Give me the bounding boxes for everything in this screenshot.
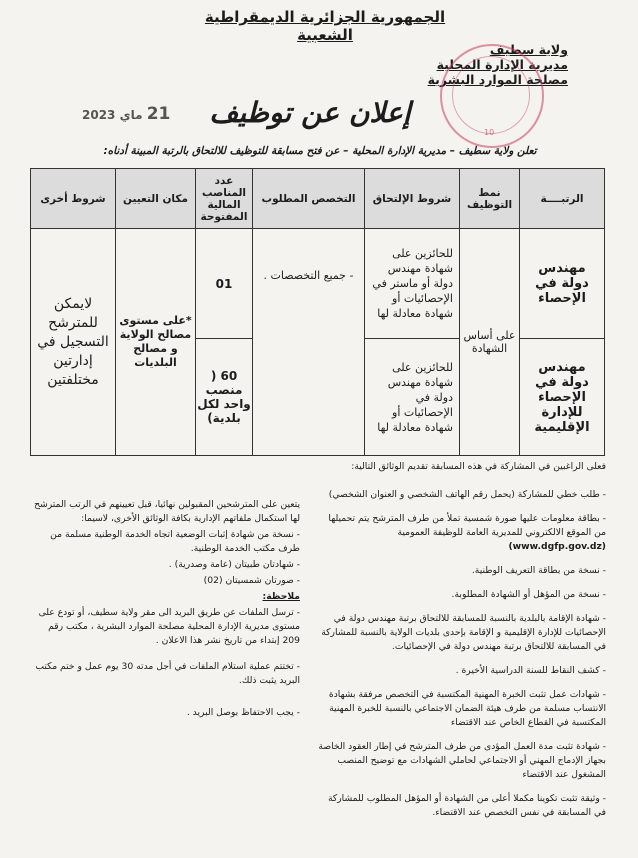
header-other: شروط أخرى (31, 169, 116, 229)
row2-conditions: للحائزين على شهادة مهندس دولة في الإحصائيات أو شهادة معادلة لها (365, 339, 460, 456)
notes-title: ملاحظة: (262, 591, 300, 602)
documents-lead: فعلى الراغبين في المشاركة في هذه المسابقة تقديم الوثائق التالية: (351, 461, 606, 472)
info-card-text: - بطاقة معلومات عليها صورة شمسية تملأ من طرف المترشح يتم تحميلها من الموقع الالكتروني للمديرية العامة للوظيفة العمومية (328, 513, 606, 538)
wilaya-label: ولاية سطيف (489, 42, 568, 57)
date-month: ماي (119, 108, 143, 122)
list-item: - وثيقة تثبت تكوينا مكملا أعلى من الشهادة أو المؤهل المطلوب للمشاركة في المسابقة في نفس التخصص عند الاقتضاء. (327, 793, 606, 818)
specialty: - جميع التخصصات . (253, 229, 365, 456)
table-header-row (31, 169, 605, 229)
website-link[interactable]: (www.dgfp.gov.dz) (508, 541, 606, 552)
other-conditions: لايمكن للمترشح التسجيل في إدارتين مختلفتين (31, 229, 116, 456)
list-item: - يجب الاحتفاظ بوصل البريد . (186, 707, 300, 718)
required-documents-column (314, 460, 606, 830)
list-item: - صورتان شمسيتان (02) (203, 575, 300, 586)
list-item: - ترسل الملفات عن طريق البريد الى مقر ولاية سطيف، أو تودع على مستوى مديرية الإدارة المحلية مصلحة الموارد البشرية ، مكتب رقم 209 إبتداء من تاريخ نشر هذا الاعلان . (38, 607, 300, 646)
final-docs-intro: يتعين على المترشحين المقبولين نهائيا، قبل تعيينهم في الرتب المترشح لها استكمال ملفاتهم الإدارية بكافة الوثائق الأخرى، لاسيما: (34, 499, 300, 524)
list-item: - شهادات عمل تثبت الخبرة المهنية المكتسبة في التخصص مرفقة بشهادة الانتساب مسلمة من طرف هيئة الضمان الاجتماعي بالنسبة للخبرة المهنية المكتسبة في القطاع الخاص عند الاقتضاء (328, 689, 606, 728)
positions-table (30, 168, 605, 456)
list-item: - نسخة من شهادة إثبات الوضعية اتجاه الخدمة الوطنية مسلمة من طرف مكتب الخدمة الوطنية. (50, 529, 300, 554)
official-stamp-inner-ring (452, 56, 530, 134)
list-item: - نسخة من بطاقة التعريف الوطنية. (471, 565, 606, 576)
row1-conditions: للحائزين على شهادة مهندس دولة أو ماستر في الإحصائيات أو شهادة معادلة لها (365, 229, 460, 339)
list-item: - نسخة من المؤهل أو الشهادة المطلوبة. (451, 589, 606, 600)
list-item (314, 512, 606, 554)
date-day: 21 (146, 104, 171, 124)
list-item: - شهادة الإقامة بالبلدية بالنسبة للمسابقة للالتحاق برتبة مهندس دولة في الإحصائيات للإدارة الإقليمية و الإقامة بإحدى بلديات الولاية بالنسبة للمشاركة في المسابقة للالتحاق برتبة مهندس دولة في الإحصائيات. (321, 613, 606, 652)
page-title: إعلان عن توظيف (209, 96, 411, 129)
row1-posts: 01 (196, 229, 253, 339)
assignment-place: *على مستوى مصالح الولاية و مصالح البلديات (116, 229, 196, 456)
header-specialty: التخصص المطلوب (253, 169, 365, 229)
notes-column (28, 498, 300, 730)
row2-posts: 60 ( منصب واحد لكل بلدية) (196, 339, 253, 456)
table-row (31, 229, 605, 339)
header-grade: الرتبــــة (520, 169, 605, 229)
header-place: مكان التعيين (116, 169, 196, 229)
header-posts: عدد المناصب المالية المفتوحة (196, 169, 253, 229)
list-item: - كشف النقاط للسنة الدراسية الأخيرة . (455, 665, 606, 676)
row1-grade: مهندس دولة في الإحصاء (520, 229, 605, 339)
recruitment-mode: على أساس الشهادة (460, 229, 520, 456)
row2-grade: مهندس دولة في الإحصاء للإدارة الإقليمية (520, 339, 605, 456)
list-item: - تختتم عملية استلام الملفات في أجل مدته 30 يوم عمل و ختم مكتب البريد يثبت ذلك. (35, 661, 300, 686)
header-mode: نمط التوظيف (460, 169, 520, 229)
date-stamp (82, 104, 170, 124)
header-conditions: شروط الإلتحاق (365, 169, 460, 229)
intro-text: تعلن ولاية سطيف – مديرية الإدارة المحلية – عن فتح مسابقة للتوظيف للالتحاق بالرتبة المبينة أدناه: (103, 145, 537, 157)
date-year: 2023 (82, 108, 116, 122)
list-item: - شهادتان طبيتان (عامة وصدرية) . (168, 559, 300, 570)
list-item: - طلب خطي للمشاركة (يحمل رقم الهاتف الشخصي و العنوان الشخصي) (328, 489, 606, 500)
republic-header: الجمهورية الجزائرية الديمقراطية الشعبية (204, 8, 446, 44)
service-label: مصلحة الموارد البشرية (427, 72, 568, 87)
directorate-label: مديرية الإدارة المحلية (436, 57, 568, 72)
stamp-number: 10 (484, 128, 495, 137)
list-item: - شهادة تثبت مدة العمل المؤدى من طرف المترشح في إطار العقود الخاصة بجهاز الإدماج المهني أو الاجتماعي لحاملي الشهادات مع توضيح المنصب المشغول عند الاقتضاء (318, 741, 606, 780)
